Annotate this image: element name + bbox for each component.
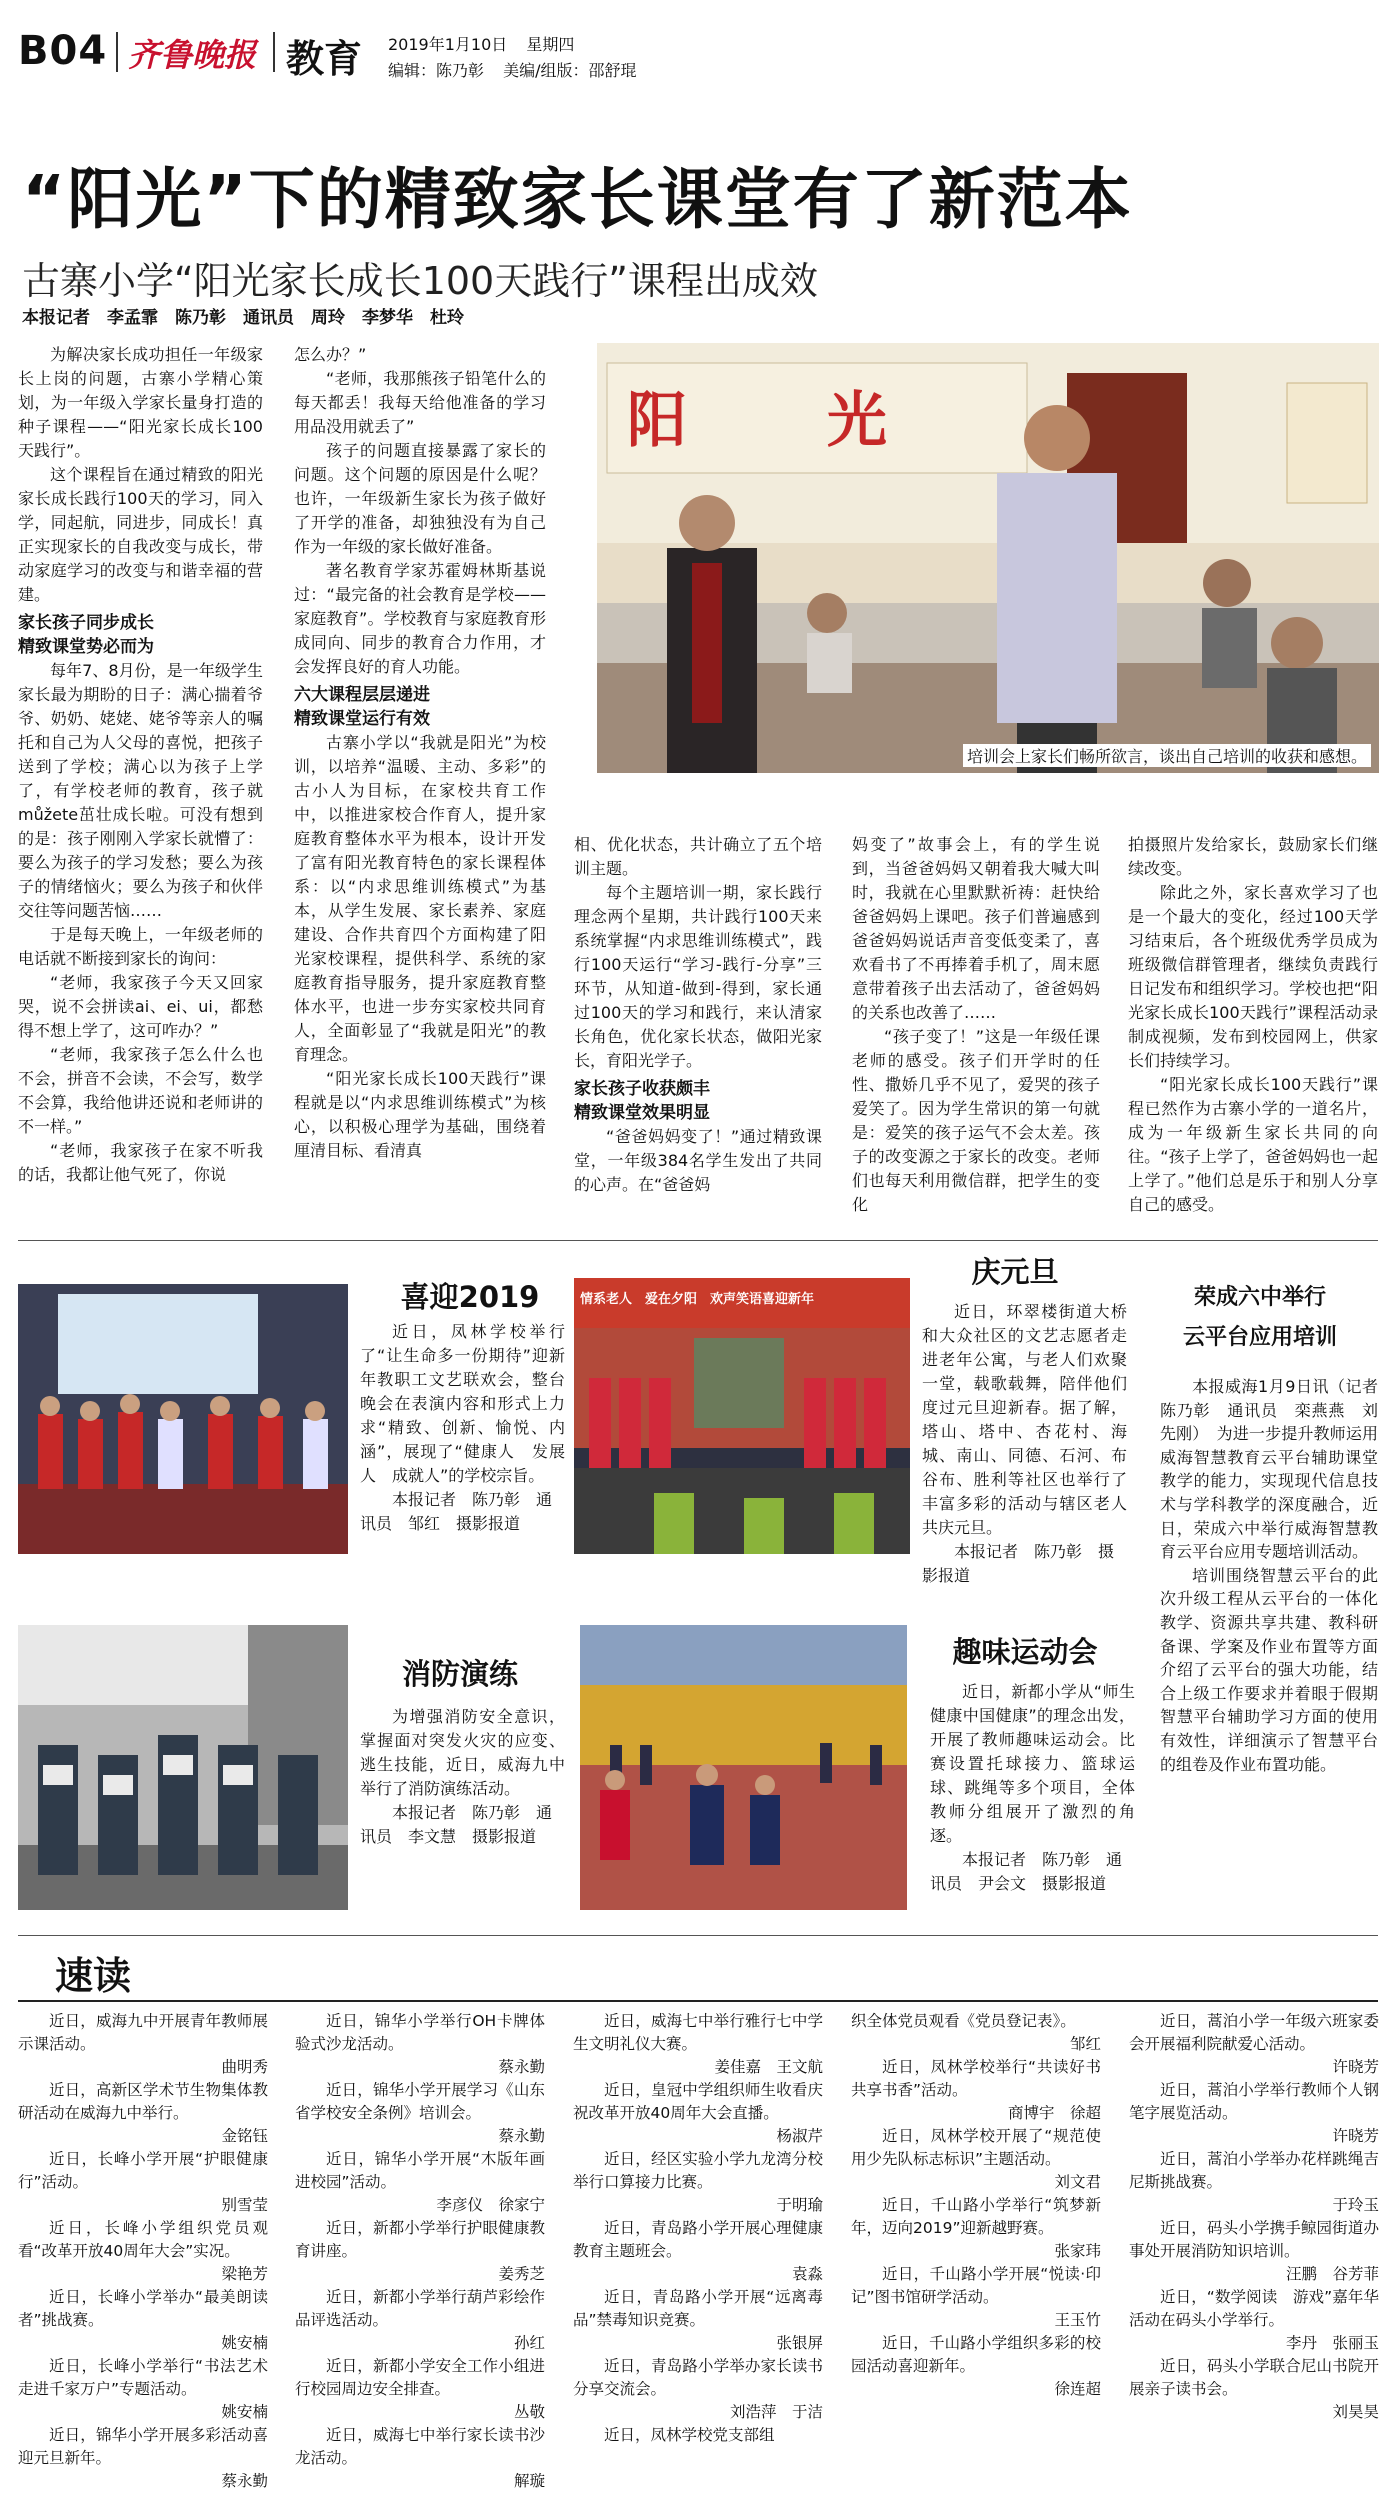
brief-text: 近日，青岛路小学开展心理健康教育主题班会。: [573, 2219, 823, 2260]
lead-photo-image: [597, 343, 1379, 773]
lead-subhead-1: 家长孩子同步成长 精致课堂势必而为: [18, 613, 154, 657]
news-5-body: 近日，新都小学从“师生健康中国健康”的理念出发，开展了教师趣味运动会。比赛设置托球接力、篮球运球、跳绳等多个项目，全体教师分组展开了激烈的角逐。 本报记者 陈乃彰 通讯员 尹会文 摄影报道: [930, 1680, 1135, 1896]
divider-lead: [18, 1240, 1378, 1241]
paper-logo: 齐鲁晚报: [128, 36, 257, 74]
editor-credit: 编辑：陈乃彰: [388, 61, 485, 80]
news-4-photo: [18, 1625, 348, 1910]
photo-caption: 培训会上家长们畅所欲言，谈出自己培训的收获和感想。: [963, 744, 1371, 767]
brief-item: [295, 2424, 545, 2493]
lead-column-4: 妈变了”故事会上，有的学生说到，当爸爸妈妈又朝着我大喊大叫时，我就在心里默默祈祷：赶快给爸爸妈妈上课吧。孩子们普遍感到爸爸妈妈说话声音变低变柔了，喜欢看书了不再捧着手机了，周末愿意带着孩子出去活动了，爸爸妈妈的关系也改善了…… “孩子变了！”这是一年级任课老师的感受。孩子们开学时的任性、撒娇几乎不见了，爱哭的孩子爱笑了。因为学生常识的第一句就是：爱笑的孩子运气不会太差。孩子的改变源之于家长的改变。老师们也每天利用微信群，把学生的变化: [852, 835, 1100, 1214]
designer-credit: 美编/组版：邵舒琨: [503, 61, 637, 80]
brief-author: 汪鹏 谷芳菲: [1285, 2265, 1379, 2283]
brief-text: 近日，威海七中举行雅行七中学生文明礼仪大赛。: [573, 2012, 823, 2053]
brief-text: 近日，蒿泊小学一年级六班家委会开展福利院献爱心活动。: [1129, 2012, 1379, 2053]
brief-author: 蔡永勤: [498, 2127, 545, 2145]
brief-author: 姚安楠: [221, 2403, 268, 2421]
news-2-body: 近日，环翠楼街道大桥和大众社区的文艺志愿者走进老年公寓，与老人们欢聚一堂，载歌载舞，陪伴他们度过元旦迎新春。据了解，塔山、塔中、杏花村、海城、南山、同德、石河、布谷布、胜利等社区也举行了丰富多彩的活动与辖区老人共庆元旦。 本报记者 陈乃彰 摄影报道: [922, 1300, 1127, 1588]
brief-text: 近日，锦华小学开展学习《山东省学校安全条例》培训会。: [295, 2081, 545, 2122]
brief-item: [1129, 2010, 1379, 2079]
news-4-photo-image: [18, 1625, 348, 1910]
brief-author: 商博宇 徐超: [1007, 2104, 1101, 2122]
brief-item: [573, 2148, 823, 2217]
brief-item: [18, 2355, 268, 2424]
brief-text: 近日，凤林学校开展了“规范使用少先队标志标识”主题活动。: [851, 2127, 1101, 2168]
brief-author: 袁淼: [791, 2265, 823, 2283]
brief-item: [295, 2355, 545, 2424]
brief-text: 近日，凤林学校党支部组: [604, 2426, 775, 2444]
brief-author: 梁艳芳: [221, 2265, 268, 2283]
lead-column-1: 为解决家长成功担任一年级家长上岗的问题，古寨小学精心策划，为一年级入学家长量身打造的种子课程——“阳光家长成长100天践行”。 这个课程旨在通过精致的阳光家长成长践行100天的学习，同入学，同起航，同进步，同成长！真正实现家长的自我改变与成长，带动家庭学习的改变与和谐幸福的营建。 家长孩子同步成长 精致课堂势必而为 每年7、8月份，是一年级学生家长最为期盼的日子：满心揣着爷爷、奶奶、姥姥、姥爷等亲人的嘱托和自己为人父母的喜悦，把孩子送到了学校；满心以为孩子上学了，有学校老师的教育，孩子就můžete茁壮成长啦。可没有想到的是：孩子刚刚入学家长就懵了：要么为孩子的学习发愁；要么为孩子的情绪恼火；要么为孩子和伙伴交往等问题苦恼…… 于是每天晚上，一年级老师的电话就不断接到家长的询问： “老师，我家孩子今天又回家哭，说不会拼读ai、ei、ui，都愁得不想上学了，这可咋办？” “老师，我家孩子怎么什么也不会，拼音不会读，不会写，数学不会算，我给他讲还说和老师讲的不一样。” “老师，我家孩子在家不听我的话，我都让他气死了，你说: [18, 345, 263, 1184]
lead-title: “阳光”下的精致家长课堂有了新范本: [22, 161, 1133, 238]
brief-text: 近日，蒿泊小学举办花样跳绳吉尼斯挑战赛。: [1129, 2150, 1379, 2191]
lead-photo: [597, 343, 1379, 773]
news-1-body: 近日，凤林学校举行了“让生命多一份期待”迎新年教职工文艺联欢会，整台晚会在表演内容和形式上力求“精致、创新、愉悦、内涵”，展现了“健康人 发展人 成就人”的学校宗旨。 本报记者 陈乃彰 通讯员 邹红 摄影报道: [360, 1320, 565, 1536]
lead-column-3: 相、优化状态，共计确立了五个培训主题。 每个主题培训一期，家长践行理念两个星期，共计践行100天来系统掌握“内求思维训练模式”，践行100天运行“学习-践行-分享”三环节，从知道-做到-得到，家长通过100天的学习和践行，来认清家长角色，优化家长状态，做阳光家长，育阳光学子。 家长孩子收获颇丰 精致课堂效果明显 “爸爸妈妈变了！”通过精致课堂，一年级384名学生发出了共同的心声。在“爸爸妈: [574, 835, 822, 1194]
brief-author: 李彦仪 徐家宁: [436, 2196, 545, 2214]
brief-item: [295, 2079, 545, 2148]
brief-item: [18, 2010, 268, 2079]
brief-text: 近日，“数学阅读 游戏”嘉年华活动在码头小学举行。: [1129, 2288, 1379, 2329]
brief-item: [1129, 2079, 1379, 2148]
news-3-body: 本报威海1月9日讯（记者 陈乃彰 通讯员 栾燕燕 刘先刚） 为进一步提升教师运用威海智慧教育云平台辅助课堂教学的能力，实现现代信息技术与学科教学的深度融合，近日，荣成六中举行威海智慧教育云平台应用专题培训活动。 培训围绕智慧云平台的此次升级工程从云平台的一体化教学、资源共享共建、教科研备课、学案及作业布置等方面介绍了云平台的强大功能，结合上级工作要求并着眼于假期智慧平台辅助学习方面的使用有效性，详细演示了智慧平台的组卷及作业布置功能。: [1160, 1377, 1395, 1774]
brief-author: 张家玮: [1054, 2242, 1101, 2260]
brief-author: 杨淑芹: [776, 2127, 823, 2145]
brief-item: [295, 2217, 545, 2286]
brief-text: 近日，皇冠中学组织师生收看庆祝改革开放40周年大会直播。: [573, 2081, 823, 2122]
brief-author: 丛敬: [513, 2403, 545, 2421]
brief-text: 近日，码头小学联合尼山书院开展亲子读书会。: [1129, 2357, 1379, 2398]
brief-author: 于玲玉: [1332, 2196, 1379, 2214]
brief-text: 近日，长峰小学举行“书法艺术走进千家万户”专题活动。: [18, 2357, 268, 2398]
brief-item: [295, 2148, 545, 2217]
brief-author: 刘文君: [1054, 2173, 1101, 2191]
brief-author: 许晓芳: [1332, 2127, 1379, 2145]
lead-subhead-3: 家长孩子收获颇丰 精致课堂效果明显: [574, 1079, 710, 1123]
brief-text: 近日，威海七中举行家长读书沙龙活动。: [295, 2426, 545, 2467]
brief-item: [295, 2010, 545, 2079]
brief-author: 张银屏: [776, 2334, 823, 2352]
brief-text: 近日，蒿泊小学举行教师个人钢笔字展览活动。: [1129, 2081, 1379, 2122]
brief-item: [851, 2263, 1101, 2332]
issue-weekday: 星期四: [526, 35, 575, 54]
brief-author: 曲明秀: [221, 2058, 268, 2076]
brief-author: 许晓芳: [1332, 2058, 1379, 2076]
brief-text: 近日，千山路小学组织多彩的校园活动喜迎新年。: [851, 2334, 1101, 2375]
brief-text: 近日，千山路小学开展“悦读·印记”图书馆研学活动。: [851, 2265, 1101, 2306]
lead-subhead-2: 六大课程层层递进 精致课堂运行有效: [294, 685, 430, 729]
news-5-title: 趣味运动会: [952, 1635, 1098, 1669]
section-name: 教育: [286, 37, 363, 81]
news-4-title: 消防演练: [401, 1657, 518, 1691]
news-5-photo: [580, 1625, 907, 1910]
brief-item: [573, 2010, 823, 2079]
brief-author: 李丹 张丽玉: [1285, 2334, 1379, 2352]
brief-author: 邹红: [1069, 2035, 1101, 2053]
brief-text: 近日，锦华小学开展多彩活动喜迎元旦新年。: [18, 2426, 268, 2467]
news-1-byline: 本报记者 陈乃彰 通讯员 邹红 摄影报道: [360, 1490, 553, 1533]
brief-item: [573, 2424, 823, 2447]
brief-item: [573, 2286, 823, 2355]
brief-text: 近日，经区实验小学九龙湾分校举行口算接力比赛。: [573, 2150, 823, 2191]
brief-text: 近日，凤林学校举行“共读好书 共享书香”活动。: [851, 2058, 1117, 2099]
brief-item: [573, 2355, 823, 2424]
brief-item: [295, 2286, 545, 2355]
briefs-title: 速读: [55, 1954, 132, 1998]
brief-item: [851, 2056, 1117, 2125]
briefs-column-4: [851, 2010, 1117, 2398]
brief-text: 近日，长峰小学组织党员观看“改革开放40周年大会”实况。: [18, 2219, 268, 2260]
brief-text: 近日，新都小学举行葫芦彩绘作品评选活动。: [295, 2288, 545, 2329]
brief-text: 近日，锦华小学开展“木版年画进校园”活动。: [295, 2150, 545, 2191]
brief-item: [851, 2194, 1101, 2263]
briefs-column-5: [1129, 2010, 1379, 2421]
brief-author: 徐连超: [1054, 2380, 1101, 2398]
brief-item: [18, 2148, 268, 2217]
divider-news: [18, 1935, 1378, 1936]
news-5-photo-image: [580, 1625, 907, 1910]
briefs-column-1: [18, 2010, 268, 2490]
briefs-column-3: [573, 2010, 823, 2444]
brief-author: 于明瑜: [776, 2196, 823, 2214]
news-1-photo-image: [18, 1284, 348, 1554]
photo-sign-1: 阳: [627, 386, 687, 456]
brief-author: 姜佳嘉 王文航: [714, 2058, 823, 2076]
news-2-photo-image: [574, 1278, 910, 1554]
brief-item: [851, 2010, 1101, 2056]
brief-text: 近日，长峰小学开展“护眼健康行”活动。: [18, 2150, 268, 2191]
brief-text: 近日，新都小学安全工作小组进行校园周边安全排查。: [295, 2357, 545, 2398]
briefs-column-2: [295, 2010, 545, 2490]
brief-text: 近日，青岛路小学开展“远离毒品”禁毒知识竞赛。: [573, 2288, 823, 2329]
brief-author: 蔡永勤: [221, 2472, 268, 2490]
brief-author: 金铭钰: [221, 2127, 268, 2145]
brief-text: 织全体党员观看《党员登记表》。: [851, 2012, 1076, 2030]
lead-column-2: 怎么办？” “老师，我那熊孩子铅笔什么的每天都丢！我每天给他准备的学习用品没用就丢了” 孩子的问题直接暴露了家长的问题。这个问题的原因是什么呢？也许，一年级新生家长为孩子做好了开学的准备，却独独没有为自己作为一年级的家长做好准备。 著名教育学家苏霍姆林斯基说过：“最完备的社会教育是学校——家庭教育”。学校教育与家庭教育形成同向、同步的教育合力作用，才会发挥良好的育人功能。 六大课程层层递进 精致课堂运行有效 古寨小学以“我就是阳光”为校训，以培养“温暖、主动、多彩”的古小人为目标，在家校共育工作中，以推进家校合作育人，提升家庭教育整体水平为根本，设计开发了富有阳光教育特色的家长课程体系：以“内求思维训练模式”为基本，从学生发展、家长素养、家庭建设、合作共育四个方面构建了阳光家校课程，提供科学、系统的家庭教育指导服务，提升家庭教育整体水平，也进一步夯实家校共同育人，全面彰显了“我就是阳光”的教育理念。 “阳光家长成长100天践行”课程就是以“内求思维训练模式”为核心，以积极心理学为基础，围绕着厘清目标、看清真: [294, 345, 546, 1160]
brief-text: 近日，新都小学举行护眼健康教育讲座。: [295, 2219, 545, 2260]
brief-author: 姜秀芝: [498, 2265, 545, 2283]
brief-author: 解璇: [513, 2472, 545, 2490]
issue-date: 2019年1月10日: [388, 35, 508, 54]
news-4-byline: 本报记者 陈乃彰 通讯员 李文慧 摄影报道: [360, 1803, 553, 1846]
brief-text: 近日，千山路小学举行“筑梦新年，迈向2019”迎新越野赛。: [851, 2196, 1101, 2237]
brief-author: 王玉竹: [1054, 2311, 1101, 2329]
brief-item: [1129, 2355, 1379, 2424]
brief-item: [1129, 2286, 1379, 2355]
brief-text: 近日，高新区学术节生物集体教研活动在威海九中举行。: [18, 2081, 268, 2122]
brief-item: [1129, 2217, 1379, 2286]
lead-column-5: 拍摄照片发给家长，鼓励家长们继续改变。 除此之外，家长喜欢学习了也是一个最大的变化，经过100天学习结束后，各个班级优秀学员成为班级微信群管理者，继续负责践行日记发布和组织学习。学校也把“阳光家长成长100天践行”课程活动录制成视频，发布到校园网上，供家长们持续学习。 “阳光家长成长100天践行”课程已然作为古寨小学的一道名片，成为一年级新生家长共同的向往。“孩子上学了，爸爸妈妈也一起上学了。”他们总是乐于和别人分享自己的感受。: [1128, 835, 1378, 1214]
brief-item: [18, 2079, 268, 2148]
news-4-body: 为增强消防安全意识，掌握面对突发火灾的应变、逃生技能，近日，威海九中举行了消防演练活动。 本报记者 陈乃彰 通讯员 李文慧 摄影报道: [360, 1705, 565, 1849]
brief-item: [573, 2079, 823, 2148]
news-5-byline: 本报记者 陈乃彰 通讯员 尹会文 摄影报道: [930, 1850, 1123, 1893]
news-1-title: 喜迎2019: [400, 1280, 540, 1314]
brief-author: 别雪莹: [221, 2196, 268, 2214]
brief-item: [18, 2217, 268, 2286]
lead-byline: 本报记者 李孟霏 陈乃彰 通讯员 周玲 李梦华 杜玲: [22, 308, 464, 328]
brief-author: 姚安楠: [221, 2334, 268, 2352]
brief-author: 刘昊昊: [1332, 2403, 1379, 2421]
brief-text: 近日，锦华小学举行OH卡牌体验式沙龙活动。: [295, 2012, 545, 2053]
news-3-title: 荣成六中举行 云平台应用培训: [1182, 1285, 1337, 1350]
brief-author: 蔡永勤: [498, 2058, 545, 2076]
news-1-photo: [18, 1284, 348, 1554]
brief-text: 近日，青岛路小学举办家长读书分享交流会。: [573, 2357, 823, 2398]
brief-item: [1129, 2148, 1379, 2217]
page-header: [18, 20, 1378, 90]
brief-item: [573, 2217, 823, 2286]
photo-sign-2: 光: [827, 386, 887, 456]
news-2-title: 庆元旦: [971, 1255, 1059, 1289]
page-number: B04: [18, 28, 108, 74]
brief-item: [851, 2332, 1101, 2401]
brief-text: 近日，长峰小学举办“最美朗读者”挑战赛。: [18, 2288, 268, 2329]
news-2-banner: 情系老人 爱在夕阳 欢声笑语喜迎新年: [580, 1292, 815, 1307]
brief-item: [18, 2286, 268, 2355]
brief-text: 近日，威海九中开展青年教师展示课活动。: [18, 2012, 268, 2053]
news-2-photo: [574, 1278, 910, 1554]
brief-author: 孙红: [513, 2334, 545, 2352]
brief-item: [18, 2424, 268, 2493]
brief-text: 近日，码头小学携手鲸园街道办事处开展消防知识培训。: [1129, 2219, 1379, 2260]
news-2-byline: 本报记者 陈乃彰 摄影报道: [922, 1542, 1115, 1585]
brief-author: 刘浩萍 于洁: [729, 2403, 823, 2421]
brief-item: [851, 2125, 1101, 2194]
lead-subtitle: 古寨小学“阳光家长成长100天践行”课程出成效: [22, 259, 818, 303]
